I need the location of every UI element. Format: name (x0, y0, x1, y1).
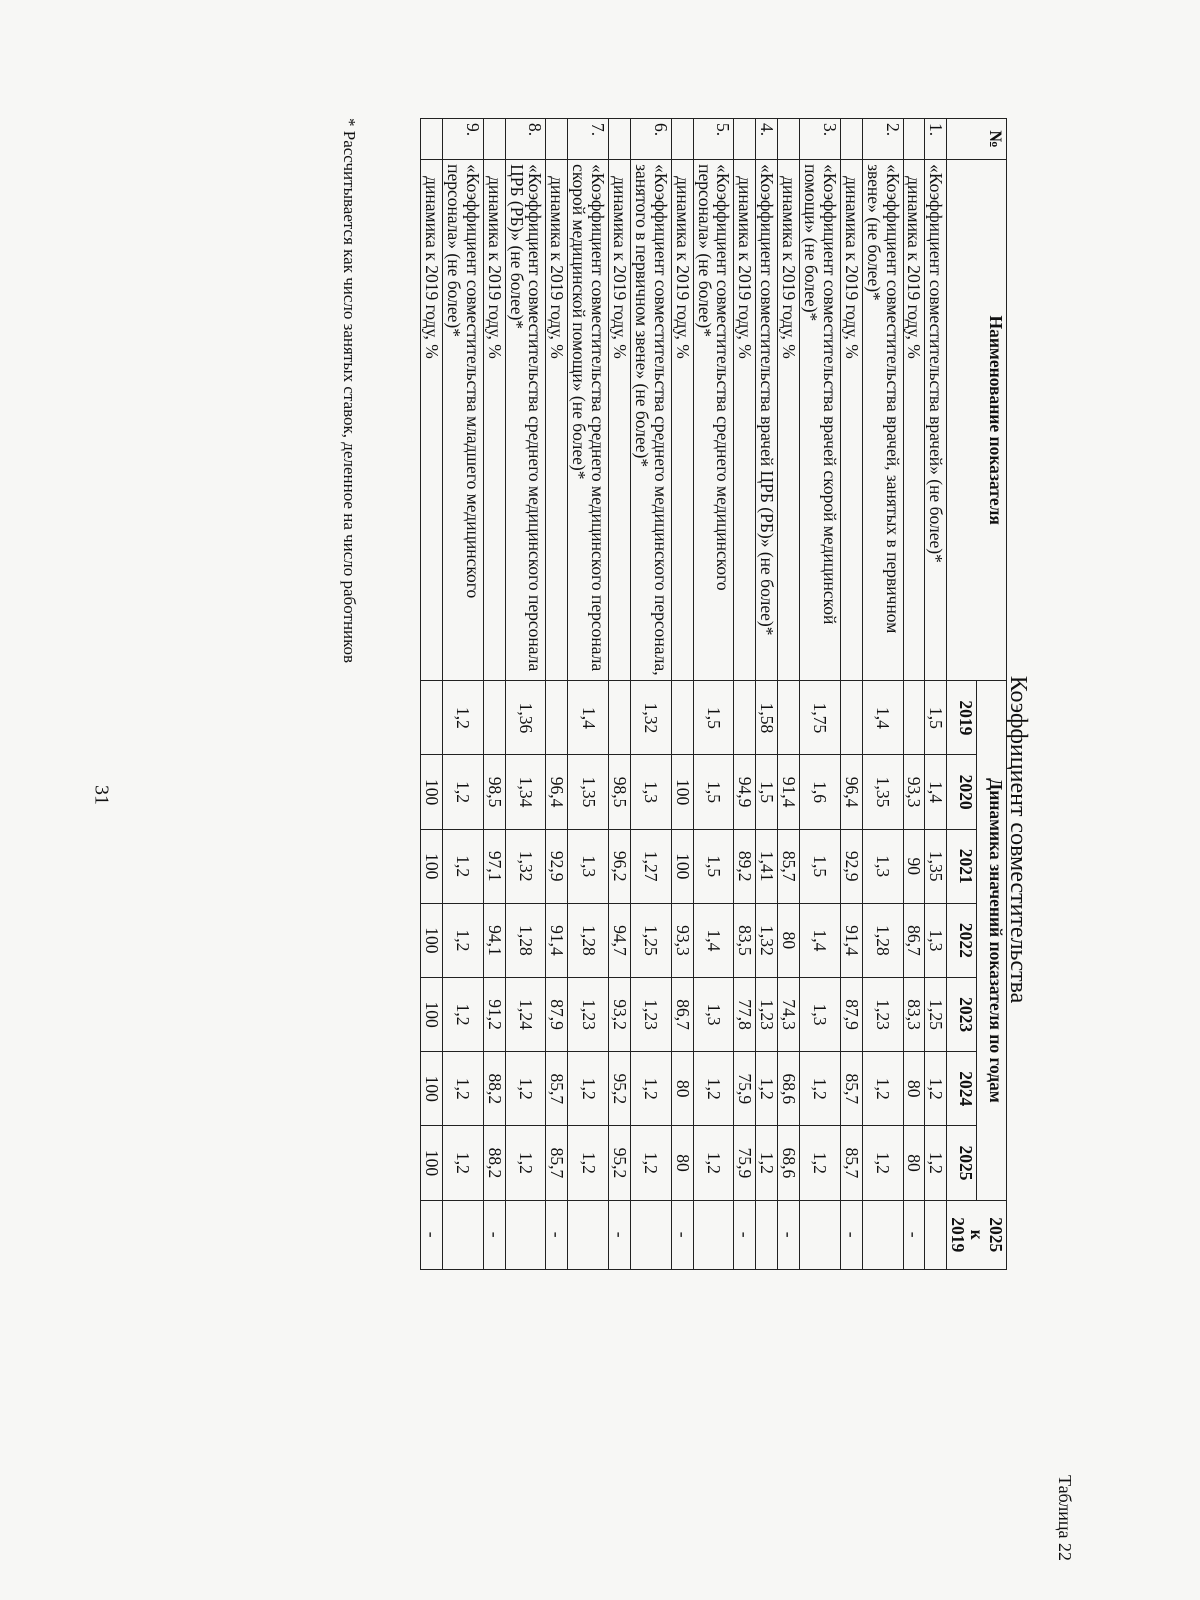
row-value: 83,5 (734, 903, 756, 977)
header-year: 2020 (947, 755, 977, 829)
table-row (840, 119, 862, 1562)
row-value: 1,5 (800, 829, 841, 903)
row-value: 87,9 (546, 978, 568, 1052)
row-number (671, 119, 693, 160)
row-name: динамика к 2019 году, % (671, 160, 693, 681)
row-value: 1,2 (862, 1052, 903, 1126)
row-value: 1,4 (693, 903, 734, 977)
row-value: 86,7 (903, 903, 925, 977)
row-value: 68,6 (778, 1126, 800, 1200)
row-value: 1,25 (925, 978, 947, 1052)
row-value: 1,4 (568, 681, 609, 755)
table-row (862, 119, 903, 1562)
row-value: 91,4 (546, 903, 568, 977)
row-value: 1,2 (756, 1052, 778, 1126)
row-number: 7. (568, 119, 609, 160)
row-value: 1,2 (568, 1126, 609, 1200)
row-value (483, 681, 505, 755)
row-ratio: - (903, 1200, 925, 1269)
row-value: 1,2 (442, 978, 483, 1052)
row-value: 1,75 (800, 681, 841, 755)
row-value: 98,5 (483, 755, 505, 829)
row-number: 1. (925, 119, 947, 160)
row-value: 1,5 (756, 755, 778, 829)
row-value: 1,2 (800, 1126, 841, 1200)
row-name: «Коэффициент совместительства среднего медицинского персонала скорой медицинской помощи» (не более)* (568, 160, 609, 681)
row-ratio: - (546, 1200, 568, 1269)
table-blank-area (947, 1269, 1007, 1561)
row-ratio (568, 1200, 609, 1269)
row-name: динамика к 2019 году, % (903, 160, 925, 681)
header-year: 2022 (947, 903, 977, 977)
row-value: 1,3 (925, 903, 947, 977)
row-value: 75,9 (734, 1052, 756, 1126)
header-ratio (947, 1200, 1007, 1269)
row-value: 1,23 (568, 978, 609, 1052)
row-value: 100 (421, 1052, 443, 1126)
row-name: динамика к 2019 году, % (546, 160, 568, 681)
rotated-table-page (222, 118, 1075, 1561)
row-value: 1,2 (630, 1126, 671, 1200)
row-value: 1,32 (756, 903, 778, 977)
row-value: 74,3 (778, 978, 800, 1052)
row-value: 1,2 (862, 1126, 903, 1200)
row-name: динамика к 2019 году, % (778, 160, 800, 681)
row-value: 1,4 (925, 755, 947, 829)
row-ratio (630, 1200, 671, 1269)
table-row (693, 119, 734, 1562)
row-ratio: - (609, 1200, 631, 1269)
row-number (609, 119, 631, 160)
table-label: Таблица 22 (1055, 1475, 1075, 1561)
row-value: 94,1 (483, 903, 505, 977)
table-body (421, 119, 947, 1562)
row-value: 83,3 (903, 978, 925, 1052)
row-value: 1,3 (568, 829, 609, 903)
row-ratio: - (483, 1200, 505, 1269)
header-year: 2019 (947, 681, 977, 755)
row-value: 85,7 (546, 1052, 568, 1126)
row-ratio: - (734, 1200, 756, 1269)
row-number: 8. (505, 119, 546, 160)
row-name: «Коэффициент совместительства среднего медицинского персонала» (не более)* (693, 160, 734, 681)
row-name: динамика к 2019 году, % (734, 160, 756, 681)
row-value: 1,2 (442, 1126, 483, 1200)
row-value: 1,3 (800, 978, 841, 1052)
row-name: «Коэффициент совместительства врачей, занятых в первичном звене» (не более)* (862, 160, 903, 681)
row-value: 1,3 (693, 978, 734, 1052)
table-row (421, 119, 443, 1562)
row-number (483, 119, 505, 160)
table-row (925, 119, 947, 1562)
row-name: «Коэффициент совместительства врачей» (не более)* (925, 160, 947, 681)
row-value: 1,5 (693, 681, 734, 755)
table-title: Коэффициент совместительства (1005, 675, 1031, 1004)
row-value (421, 681, 443, 755)
row-ratio (800, 1200, 841, 1269)
table-row (442, 119, 483, 1562)
table-row (756, 119, 778, 1562)
row-value: 1,6 (800, 755, 841, 829)
row-value: 1,5 (693, 829, 734, 903)
row-value: 91,4 (840, 903, 862, 977)
row-name: «Коэффициент совместительства врачей скорой медицинской помощи» (не более)* (800, 160, 841, 681)
row-value: 1,35 (568, 755, 609, 829)
row-value: 96,2 (609, 829, 631, 903)
row-value: 1,2 (442, 755, 483, 829)
row-number: 3. (800, 119, 841, 160)
row-ratio: - (778, 1200, 800, 1269)
row-number (734, 119, 756, 160)
row-value: 97,1 (483, 829, 505, 903)
row-value: 94,7 (609, 903, 631, 977)
row-value: 1,32 (505, 829, 546, 903)
row-value: 1,2 (505, 1052, 546, 1126)
table-row (734, 119, 756, 1562)
row-value: 85,7 (546, 1126, 568, 1200)
row-value: 1,2 (756, 1126, 778, 1200)
row-value: 92,9 (546, 829, 568, 903)
header-ratio-line2: к (967, 1229, 988, 1240)
row-value: 96,4 (546, 755, 568, 829)
row-number: 9. (442, 119, 483, 160)
row-name: «Коэффициент совместительства среднего медицинского персонала, занятого в первичном звене» (не более)* (630, 160, 671, 681)
row-value (778, 681, 800, 755)
row-name: «Коэффициент совместительства врачей ЦРБ (РБ)» (не более)* (756, 160, 778, 681)
row-value: 1,2 (442, 1052, 483, 1126)
table-row (546, 119, 568, 1562)
header-ratio-line1: 2025 (986, 1217, 1006, 1253)
row-value (903, 681, 925, 755)
row-value: 100 (421, 903, 443, 977)
row-value: 1,2 (442, 903, 483, 977)
row-value: 91,4 (778, 755, 800, 829)
row-value: 68,6 (778, 1052, 800, 1126)
row-ratio: - (421, 1200, 443, 1269)
row-value: 1,25 (630, 903, 671, 977)
row-value: 93,3 (671, 903, 693, 977)
row-value: 1,27 (630, 829, 671, 903)
row-value: 1,23 (630, 978, 671, 1052)
row-number (840, 119, 862, 160)
footnote: * Рассчитывается как число занятых ставок, деленное на число работников (340, 118, 359, 664)
header-ratio-line3: 2019 (948, 1217, 969, 1253)
row-number (903, 119, 925, 160)
row-value: 1,2 (442, 681, 483, 755)
row-ratio: - (671, 1200, 693, 1269)
row-value: 1,2 (630, 1052, 671, 1126)
row-number: 2. (862, 119, 903, 160)
table-row (800, 119, 841, 1562)
row-value: 1,35 (862, 755, 903, 829)
row-value: 80 (671, 1126, 693, 1200)
row-number (778, 119, 800, 160)
row-value (734, 681, 756, 755)
row-value: 1,58 (756, 681, 778, 755)
header-name: Наименование показателя (947, 160, 1007, 681)
row-number: 6. (630, 119, 671, 160)
row-value: 91,2 (483, 978, 505, 1052)
page-number: 31 (90, 785, 113, 805)
row-value: 77,8 (734, 978, 756, 1052)
row-value: 1,2 (568, 1052, 609, 1126)
row-value: 100 (421, 755, 443, 829)
row-name: «Коэффициент совместительства младшего медицинского персонала» (не более)* (442, 160, 483, 681)
row-number (421, 119, 443, 160)
row-value: 94,9 (734, 755, 756, 829)
row-value: 80 (903, 1052, 925, 1126)
row-value: 1,41 (756, 829, 778, 903)
row-value: 96,4 (840, 755, 862, 829)
row-name: динамика к 2019 году, % (421, 160, 443, 681)
header-year: 2024 (947, 1052, 977, 1126)
row-value: 1,32 (630, 681, 671, 755)
row-ratio: - (840, 1200, 862, 1269)
row-value: 1,4 (862, 681, 903, 755)
row-value: 1,3 (862, 829, 903, 903)
row-number: 5. (693, 119, 734, 160)
row-value: 1,2 (693, 1052, 734, 1126)
row-value: 80 (671, 1052, 693, 1126)
caption-row (1005, 118, 1075, 1561)
header-dynamics: Динамика значений показателя по годам (977, 681, 1007, 1200)
table-row (609, 119, 631, 1562)
row-value: 85,7 (840, 1052, 862, 1126)
table-row (671, 119, 693, 1562)
row-value: 1,35 (925, 829, 947, 903)
row-value: 93,3 (903, 755, 925, 829)
row-value: 75,9 (734, 1126, 756, 1200)
row-value: 1,2 (925, 1126, 947, 1200)
row-value: 1,2 (505, 1126, 546, 1200)
row-value: 85,7 (778, 829, 800, 903)
row-value: 1,2 (442, 829, 483, 903)
row-value: 100 (421, 978, 443, 1052)
table-row (903, 119, 925, 1562)
row-value: 88,2 (483, 1126, 505, 1200)
row-value: 1,4 (800, 903, 841, 977)
row-value: 93,2 (609, 978, 631, 1052)
row-ratio (693, 1200, 734, 1269)
row-value (840, 681, 862, 755)
table-row (505, 119, 546, 1562)
table-row (778, 119, 800, 1562)
row-ratio (505, 1200, 546, 1269)
header-year: 2023 (947, 978, 977, 1052)
row-ratio (862, 1200, 903, 1269)
row-number (546, 119, 568, 160)
row-value: 95,2 (609, 1126, 631, 1200)
row-value: 100 (671, 755, 693, 829)
row-ratio (925, 1200, 947, 1269)
table-row (630, 119, 671, 1562)
row-name: динамика к 2019 году, % (483, 160, 505, 681)
row-ratio (442, 1200, 483, 1269)
row-value: 1,3 (630, 755, 671, 829)
row-value: 100 (671, 829, 693, 903)
row-value: 1,34 (505, 755, 546, 829)
row-value: 85,7 (840, 1126, 862, 1200)
row-value: 88,2 (483, 1052, 505, 1126)
row-value: 87,9 (840, 978, 862, 1052)
row-value: 1,36 (505, 681, 546, 755)
header-year: 2025 (947, 1126, 977, 1200)
row-value: 1,28 (862, 903, 903, 977)
row-value: 86,7 (671, 978, 693, 1052)
row-value (546, 681, 568, 755)
row-name: «Коэффициент совместительства среднего медицинского персонала ЦРБ (РБ)» (не более)* (505, 160, 546, 681)
row-value: 1,5 (925, 681, 947, 755)
row-value: 90 (903, 829, 925, 903)
row-value (671, 681, 693, 755)
row-value: 100 (421, 829, 443, 903)
row-value: 1,23 (862, 978, 903, 1052)
header-no: № (947, 119, 1007, 160)
row-value: 1,5 (693, 755, 734, 829)
row-value: 1,23 (756, 978, 778, 1052)
table-row (568, 119, 609, 1562)
row-value: 1,2 (693, 1126, 734, 1200)
row-value: 89,2 (734, 829, 756, 903)
row-value: 80 (903, 1126, 925, 1200)
header-year: 2021 (947, 829, 977, 903)
row-value: 1,28 (568, 903, 609, 977)
row-name: динамика к 2019 году, % (840, 160, 862, 681)
row-value: 1,2 (925, 1052, 947, 1126)
row-ratio (756, 1200, 778, 1269)
row-value: 100 (421, 1126, 443, 1200)
table-row (483, 119, 505, 1562)
row-name: динамика к 2019 году, % (609, 160, 631, 681)
row-number: 4. (756, 119, 778, 160)
coefficient-table (420, 118, 1007, 1561)
row-value: 95,2 (609, 1052, 631, 1126)
row-value: 1,28 (505, 903, 546, 977)
row-value: 1,24 (505, 978, 546, 1052)
row-value (609, 681, 631, 755)
row-value: 80 (778, 903, 800, 977)
row-value: 98,5 (609, 755, 631, 829)
row-value: 92,9 (840, 829, 862, 903)
row-value: 1,2 (800, 1052, 841, 1126)
